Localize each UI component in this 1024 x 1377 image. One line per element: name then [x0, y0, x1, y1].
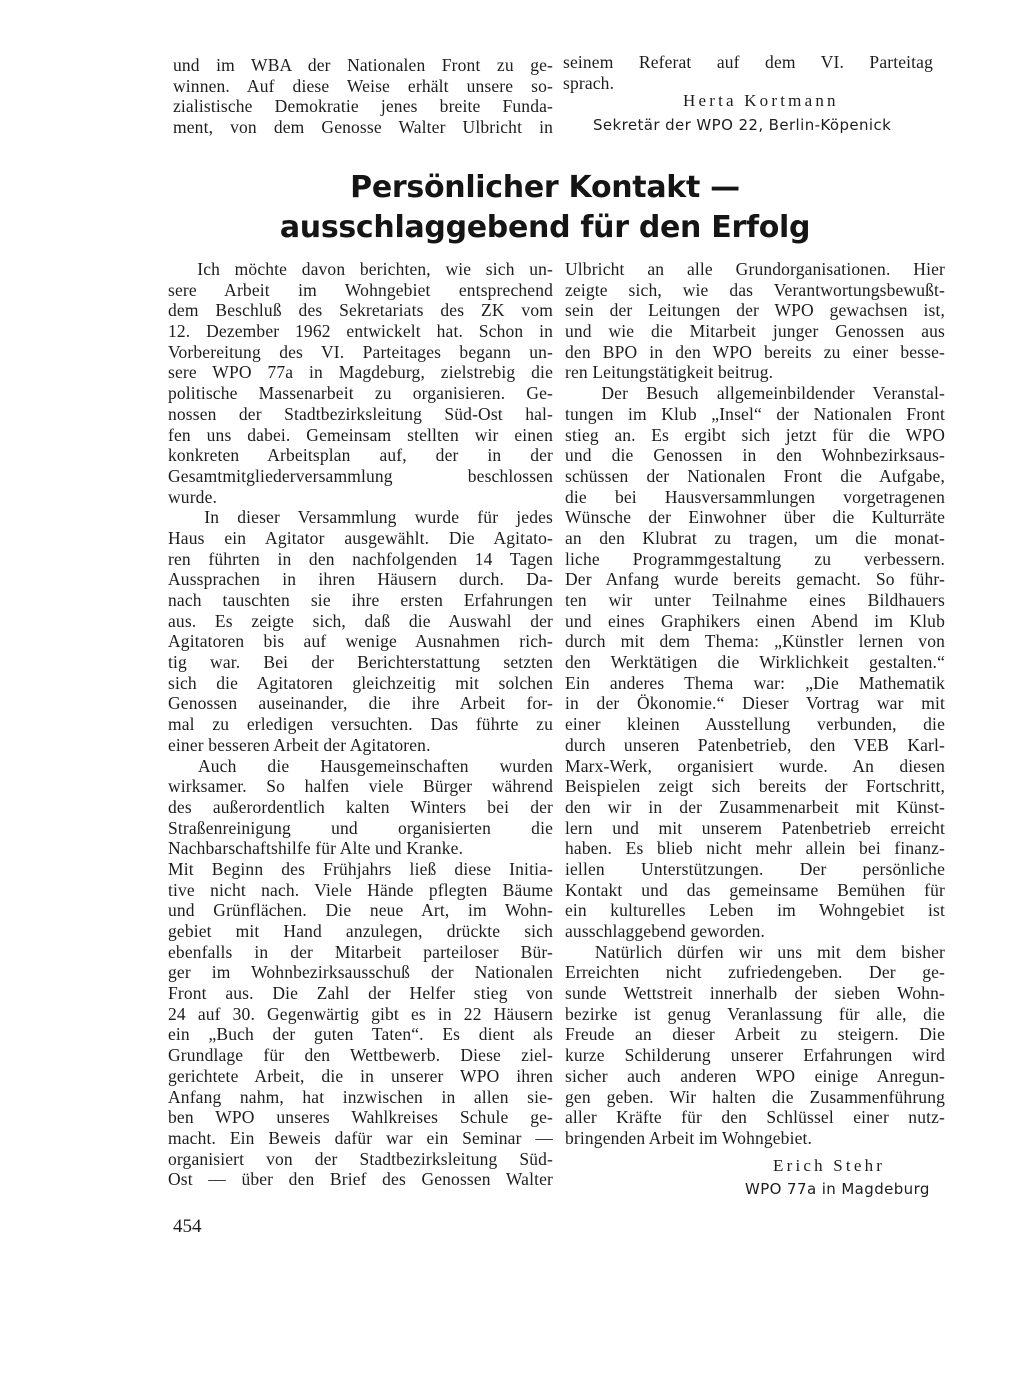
headline-line-1: Persönlicher Kontakt —: [350, 170, 740, 205]
article-left-line: mal zu erledigen versuchten. Das führte zu: [168, 714, 553, 735]
article-left-line: gebiet mit Hand anzulegen, drückte sich: [168, 921, 553, 941]
article-left-line: Ost — über den Brief des Genossen Walter: [168, 1169, 553, 1190]
article-right-line: und wie die Mitarbeit junger Genossen aus: [565, 321, 945, 342]
article-right-line: den wir in der Zusammenarbeit mit Künst-: [565, 796, 945, 817]
article-right-line: ten wir unter Teilnahme eines Bildhauers: [565, 590, 945, 610]
article-right-line: durch unseren Patenbetrieb, den VEB Karl-: [565, 734, 945, 755]
headline-line-2: ausschlaggebend für den Erfolg: [279, 210, 811, 245]
article-right-line: und eines Graphikers einen Abend im Klub: [565, 610, 945, 631]
article-right-line: Ein anderes Thema war: „Die Mathematik: [565, 672, 945, 693]
article-right-line: Ulbricht an alle Grundorganisationen. Hier: [565, 259, 945, 279]
page-number: 454: [173, 1216, 202, 1237]
article-right-line: und die Genossen in den Wohnbezirksaus-: [565, 445, 945, 466]
article-right-line: Freude an dieser Arbeit zu steigern. Die: [565, 1024, 945, 1045]
article-right-line: haben. Es blieb nicht mehr allein bei finanz-: [565, 838, 945, 859]
previous-article-right-column: [563, 52, 933, 93]
article-right-line: Erreichten nicht zufriedengeben. Der ge-: [565, 962, 945, 983]
article-left-line: politische Massenarbeit zu organisieren. Ge-: [168, 383, 553, 404]
article-right-line: bezirke ist genug Veranlassung für alle, die: [565, 1003, 945, 1024]
article-right-line: stieg an. Es ergibt sich jetzt für die WPO: [565, 424, 945, 445]
article-left-line: aus. Es zeigte sich, daß die Auswahl der: [168, 610, 553, 631]
article-left-line: Straßenreinigung und organisierten die: [168, 817, 553, 838]
article-right-column: [565, 259, 945, 1149]
article-right-line: an den Klubrat zu tragen, um die monat-: [565, 527, 945, 548]
article-left-line: des außerordentlich kalten Winters bei der: [168, 796, 553, 817]
article-left-line: und Grünflächen. Die neue Art, im Wohn-: [168, 900, 553, 921]
article-author-role: WPO 77a in Magdeburg: [745, 1180, 930, 1198]
article-left-line: nossen der Stadtbezirksleitung Süd-Ost hal-: [168, 403, 553, 424]
previous-article-right-line: seinem Referat auf dem VI. Parteitag: [563, 52, 933, 72]
article-right-line: den Werktätigen die Wirklichkeit gestalten.“: [565, 652, 945, 673]
article-left-line: fen uns dabei. Gemeinsam stellten wir einen: [168, 424, 553, 445]
article-right-line: ren Leitungstätigkeit beitrug.: [565, 362, 774, 383]
article-right-line: Natürlich dürfen wir uns mit dem bisher: [565, 941, 945, 962]
article-right-line: schüssen der Nationalen Front die Aufgabe,: [565, 465, 945, 486]
article-right-line: liche Programmgestaltung zu verbessern.: [565, 548, 945, 569]
article-left-column: [168, 259, 553, 1190]
article-left-line: Auch die Hausgemeinschaften wurden: [168, 755, 553, 776]
previous-article-left-line: und im WBA der Nationalen Front zu ge-: [173, 55, 553, 75]
previous-article-author: Herta Kortmann: [683, 91, 839, 110]
article-left-line: Aussprachen in ihren Häusern durch. Da-: [168, 569, 553, 590]
article-left-line: nach tauschten sie ihre ersten Erfahrungen: [168, 590, 553, 610]
previous-article-left-line: ment, von dem Genosse Walter Ulbricht in: [173, 117, 553, 138]
previous-article-left-column: [173, 55, 553, 138]
article-right-line: lern und mit unserem Patenbetrieb erreicht: [565, 817, 945, 838]
article-left-line: 12. Dezember 1962 entwickelt hat. Schon in: [168, 321, 553, 342]
article-left-line: sere Arbeit im Wohngebiet entsprechend: [168, 279, 553, 300]
article-left-line: wirksamer. So halfen viele Bürger während: [168, 776, 553, 797]
article-author: Erich Stehr: [773, 1156, 886, 1175]
article-right-line: sunde Wettstreit innerhalb der sieben Wohn-: [565, 983, 945, 1004]
article-left-line: einer besseren Arbeit der Agitatoren.: [168, 734, 431, 755]
article-left-line: Nachbarschaftshilfe für Alte und Kranke.: [168, 838, 464, 859]
article-left-line: Genossen auseinander, die ihre Arbeit for-: [168, 693, 553, 714]
article-left-line: organisiert von der Stadtbezirksleitung Süd-: [168, 1148, 553, 1169]
article-left-line: ren führten in den nachfolgenden 14 Tagen: [168, 548, 553, 569]
article-left-line: ebenfalls in der Mitarbeit parteiloser Bür-: [168, 941, 553, 962]
article-right-line: Der Anfang wurde bereits gemacht. So führ-: [565, 569, 945, 590]
article-left-line: wurde.: [168, 486, 218, 507]
article-left-line: sich die Agitatoren gleichzeitig mit solchen: [168, 672, 553, 693]
article-right-line: durch mit dem Thema: „Künstler lernen von: [565, 631, 945, 652]
article-left-line: tig war. Bei der Berichterstattung setzten: [168, 652, 553, 673]
article-left-line: ein „Buch der guten Taten“. Es dient als: [168, 1024, 553, 1045]
article-right-line: Kontakt und das gemeinsame Bemühen für: [565, 879, 945, 900]
article-right-line: Der Besuch allgemeinbildender Veranstal-: [565, 383, 945, 404]
article-right-line: Beispielen zeigt sich bereits der Fortschritt,: [565, 776, 945, 797]
article-right-line: ein kulturelles Leben im Wohngebiet ist: [565, 900, 945, 921]
article-right-line: in der Ökonomie.“ Dieser Vortrag war mit: [565, 693, 945, 714]
article-left-line: sere WPO 77a in Magdeburg, zielstrebig die: [168, 362, 553, 383]
article-right-line: sicher auch anderen WPO einige Anregun-: [565, 1065, 945, 1086]
article-left-line: gerichtete Arbeit, die in unserer WPO ihren: [168, 1065, 553, 1086]
article-right-line: Marx-Werk, organisiert wurde. An diesen: [565, 755, 945, 776]
article-left-line: macht. Ein Beweis dafür war ein Seminar —: [168, 1127, 553, 1148]
article-left-line: Mit Beginn des Frühjahrs ließ diese Initia-: [168, 858, 553, 879]
previous-article-left-line: zialistische Demokratie jenes breite Funda-: [173, 96, 553, 117]
article-right-line: die bei Hausversammlungen vorgetragenen: [565, 486, 945, 507]
article-left-line: tive nicht nach. Viele Hände pflegten Bäume: [168, 879, 553, 900]
previous-article-right-line: sprach.: [563, 72, 615, 93]
article-right-line: den BPO in den WPO bereits zu einer besse-: [565, 341, 945, 362]
article-left-line: Ich möchte davon berichten, wie sich un-: [168, 259, 553, 279]
article-right-line: einer kleinen Ausstellung verbunden, die: [565, 714, 945, 735]
article-right-line: iellen Unterstützungen. Der persönliche: [565, 858, 945, 879]
article-left-line: dem Beschluß des Sekretariats des ZK vom: [168, 300, 553, 321]
article-right-line: tungen im Klub „Insel“ der Nationalen Front: [565, 403, 945, 424]
article-left-line: Front aus. Die Zahl der Helfer stieg von: [168, 983, 553, 1004]
article-right-line: ausschlaggebend geworden.: [565, 921, 766, 941]
article-right-line: aller Kräfte für den Schlüssel einer nutz-: [565, 1107, 945, 1128]
article-left-line: Haus ein Agitator ausgewählt. Die Agitato-: [168, 527, 553, 548]
article-right-line: kurze Schilderung unserer Erfahrungen wird: [565, 1045, 945, 1066]
article-right-line: Wünsche der Einwohner über die Kulturräte: [565, 507, 945, 528]
article-right-line: zeigte sich, wie das Verantwortungsbewußt-: [565, 279, 945, 300]
article-left-line: Grundlage für den Wettbewerb. Diese ziel-: [168, 1045, 553, 1066]
article-left-line: konkreten Arbeitsplan auf, der in der: [168, 445, 553, 466]
article-left-line: Gesamtmitgliederversammlung beschlossen: [168, 465, 553, 486]
article-left-line: 24 auf 30. Gegenwärtig gibt es in 22 Häusern: [168, 1003, 553, 1024]
article-left-line: In dieser Versammlung wurde für jedes: [168, 507, 553, 528]
article-right-line: sein der Leitungen der WPO gewachsen ist,: [565, 300, 945, 321]
article-headline: [150, 168, 940, 248]
article-left-line: ger im Wohnbezirksausschuß der Nationalen: [168, 962, 553, 983]
article-left-line: Vorbereitung des VI. Parteitages begann un-: [168, 341, 553, 362]
article-left-line: Anfang nahm, hat inzwischen in allen sie-: [168, 1086, 553, 1107]
article-left-line: Agitatoren bis auf wenige Ausnahmen rich-: [168, 631, 553, 652]
previous-article-left-line: winnen. Auf diese Weise erhält unsere so-: [173, 75, 553, 96]
article-left-line: ben WPO unseres Wahlkreises Schule ge-: [168, 1107, 553, 1128]
previous-article-author-role: Sekretär der WPO 22, Berlin-Köpenick: [593, 116, 892, 134]
article-right-line: bringenden Arbeit im Wohngebiet.: [565, 1127, 813, 1148]
article-right-line: gen geben. Wir halten die Zusammenführung: [565, 1086, 945, 1107]
